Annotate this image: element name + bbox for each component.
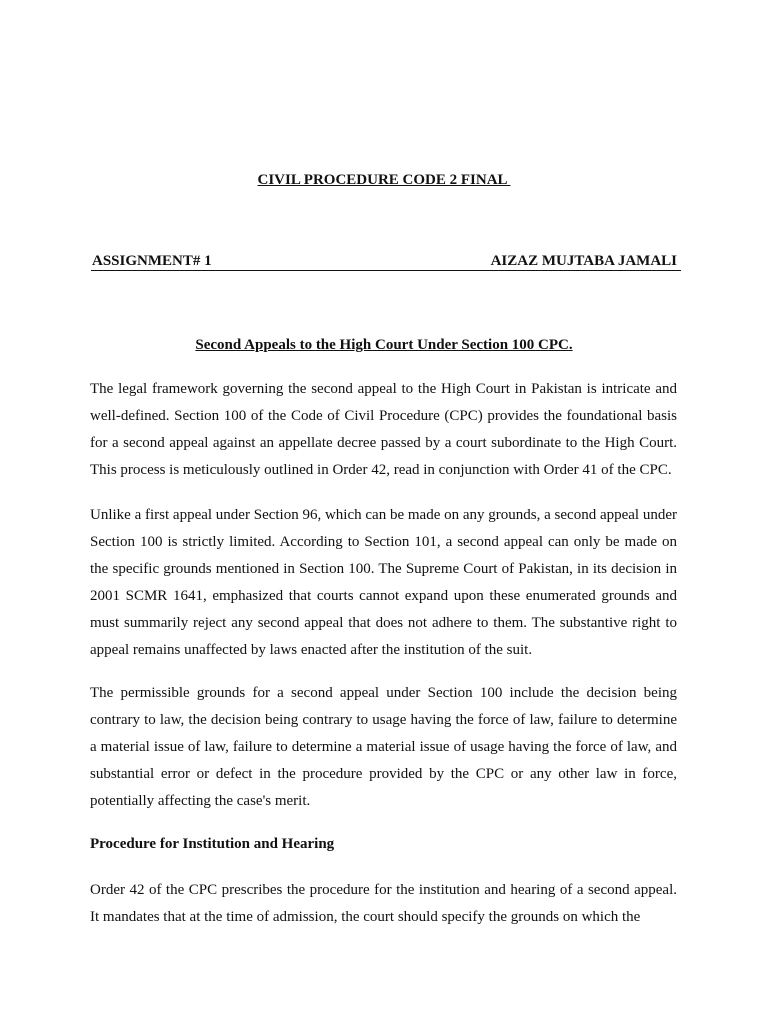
paragraph-1: The legal framework governing the second appeal to the High Court in Pakistan is intricate and well-defined. Section 100 of the Code of Civil Procedure (CPC) provides the foundational basis for a second appeal against an appellate decree passed by a court subordinate to the High Court. This process is meticulously outlined in Order 42, read in conjunction with Order 41 of the CPC. [90, 381, 677, 478]
paragraph-2: Unlike a first appeal under Section 96, which can be made on any grounds, a second appeal under Section 100 is strictly limited. According to Section 101, a second appeal can only be made on the specific grounds mentioned in Section 100. The Supreme Court of Pakistan, in its decision in 2001 SCMR 1641, emphasized that courts cannot expand upon these enumerated grounds and must summarily reject any second appeal that does not adhere to them. The substantive right to appeal remains unaffected by laws enacted after the institution of the suit. [90, 507, 677, 658]
document-title [0, 172, 768, 189]
paragraph-3: The permissible grounds for a second appeal under Section 100 include the decision being contrary to law, the decision being contrary to usage having the force of law, failure to determine a material issue of law, failure to determine a material issue of usage having the force of law, and substantial error or defect in the procedure provided by the CPC or any other law in force, potentially affecting the case's merit. [90, 685, 677, 809]
document-title-text: CIVIL PROCEDURE CODE 2 FINAL [257, 172, 511, 188]
procedure-heading: Procedure for Institution and Hearing [90, 836, 335, 852]
assignment-header [91, 252, 681, 271]
paragraph-4: Order 42 of the CPC prescribes the procedure for the institution and hearing of a second appeal. It mandates that at the time of admission, the court should specify the grounds on which the [90, 882, 677, 925]
section-heading-text: Second Appeals to the High Court Under Section 100 CPC. [195, 337, 573, 353]
author-name: AIZAZ MUJTABA JAMALI [490, 253, 677, 269]
assignment-label: ASSIGNMENT# 1 [92, 253, 212, 269]
section-heading [0, 337, 768, 354]
